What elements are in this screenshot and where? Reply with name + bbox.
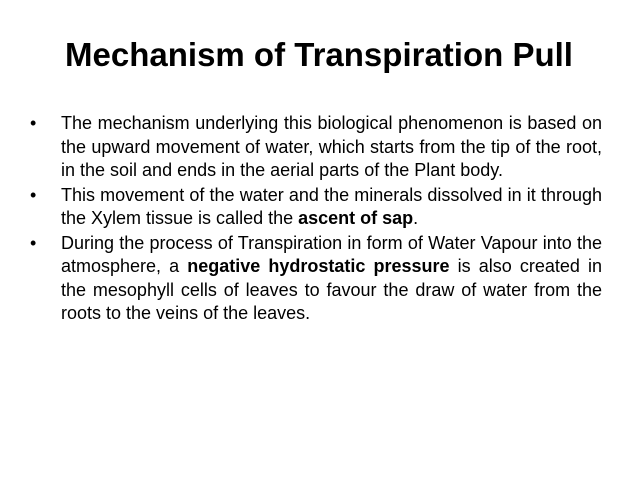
bullet-bold-term: ascent of sap [298,208,414,228]
bullet-bold-term: negative hydrostatic pressure [187,256,450,276]
bullet-item [30,112,602,183]
bullet-text: The mechanism underlying this biological phenomenon is based on the upward movement of water, which starts from the tip of the root, in the soil and ends in the aerial parts of the Plant body. [61,113,602,180]
bullet-dot-icon: • [30,184,37,205]
bullet-item [30,184,602,231]
bullet-text: This movement of the water and the minerals dissolved in it through the Xylem tissue is called the [61,184,602,228]
bullet-item [30,232,602,326]
bullet-text-tail: . [413,208,419,228]
bullet-text-tail: is also created in the mesophyll cells of leaves to favour the draw of water from the roots to the veins of the leaves. [61,256,602,323]
bullet-text: During the process of Transpiration in form of Water Vapour into the atmosphere, a [61,232,602,276]
bullet-dot-icon: • [30,113,37,133]
slide-title: Mechanism of Transpiration Pull [65,36,573,73]
bullet-dot-icon: • [30,232,37,253]
bullet-list [30,112,602,327]
